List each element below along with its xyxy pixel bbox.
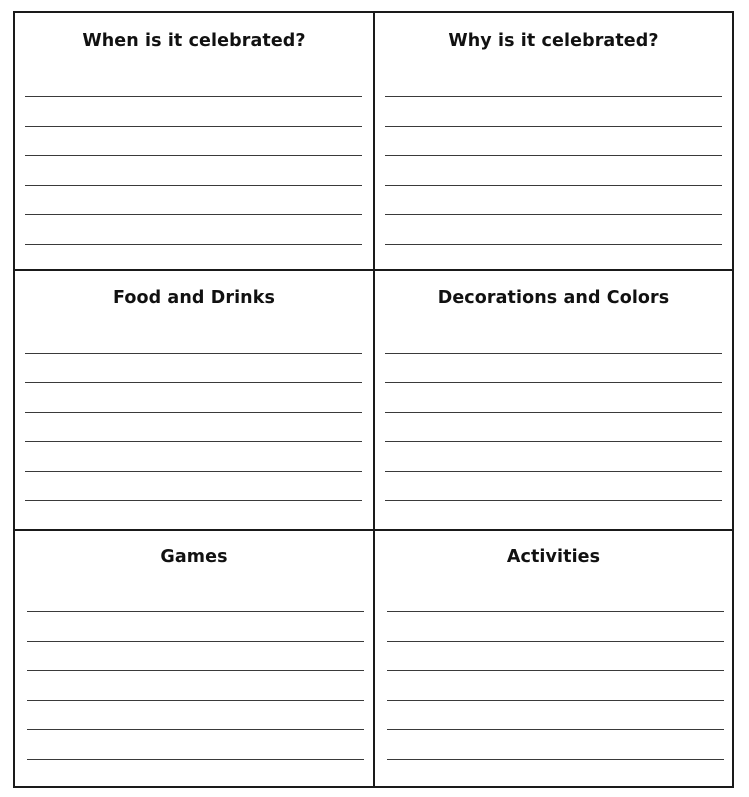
writing-line[interactable] xyxy=(385,214,722,215)
writing-line[interactable] xyxy=(385,471,722,472)
writing-line[interactable] xyxy=(25,126,362,127)
writing-line[interactable] xyxy=(25,214,362,215)
writing-line[interactable] xyxy=(385,244,722,245)
writing-line[interactable] xyxy=(385,441,722,442)
section-why-celebrated xyxy=(375,13,732,269)
writing-line[interactable] xyxy=(387,641,724,642)
writing-line[interactable] xyxy=(387,759,724,760)
writing-line[interactable] xyxy=(25,353,362,354)
worksheet-grid xyxy=(13,11,734,788)
section-decorations-colors xyxy=(375,271,732,529)
writing-line[interactable] xyxy=(27,641,364,642)
writing-line[interactable] xyxy=(387,700,724,701)
writing-line[interactable] xyxy=(387,611,724,612)
writing-line[interactable] xyxy=(25,382,362,383)
section-activities xyxy=(375,531,732,786)
writing-line[interactable] xyxy=(25,471,362,472)
writing-line[interactable] xyxy=(27,759,364,760)
writing-line[interactable] xyxy=(27,700,364,701)
section-when-celebrated xyxy=(15,13,373,269)
section-games xyxy=(15,531,373,786)
section-title: Decorations and Colors xyxy=(437,288,670,308)
writing-line[interactable] xyxy=(25,412,362,413)
writing-line[interactable] xyxy=(25,96,362,97)
writing-line[interactable] xyxy=(25,244,362,245)
writing-line[interactable] xyxy=(27,670,364,671)
writing-line[interactable] xyxy=(25,500,362,501)
section-title: When is it celebrated? xyxy=(82,31,306,51)
writing-line[interactable] xyxy=(387,670,724,671)
writing-line[interactable] xyxy=(25,155,362,156)
writing-line[interactable] xyxy=(27,729,364,730)
writing-line[interactable] xyxy=(385,382,722,383)
writing-line[interactable] xyxy=(385,185,722,186)
writing-line[interactable] xyxy=(25,185,362,186)
writing-line[interactable] xyxy=(27,611,364,612)
writing-line[interactable] xyxy=(385,96,722,97)
writing-line[interactable] xyxy=(385,126,722,127)
writing-line[interactable] xyxy=(385,412,722,413)
writing-line[interactable] xyxy=(385,353,722,354)
section-title: Games xyxy=(160,547,228,567)
section-title: Activities xyxy=(506,547,601,567)
section-food-drinks xyxy=(15,271,373,529)
writing-line[interactable] xyxy=(25,441,362,442)
writing-line[interactable] xyxy=(385,155,722,156)
section-title: Why is it celebrated? xyxy=(448,31,659,51)
section-title: Food and Drinks xyxy=(113,288,275,308)
writing-line[interactable] xyxy=(385,500,722,501)
writing-line[interactable] xyxy=(387,729,724,730)
